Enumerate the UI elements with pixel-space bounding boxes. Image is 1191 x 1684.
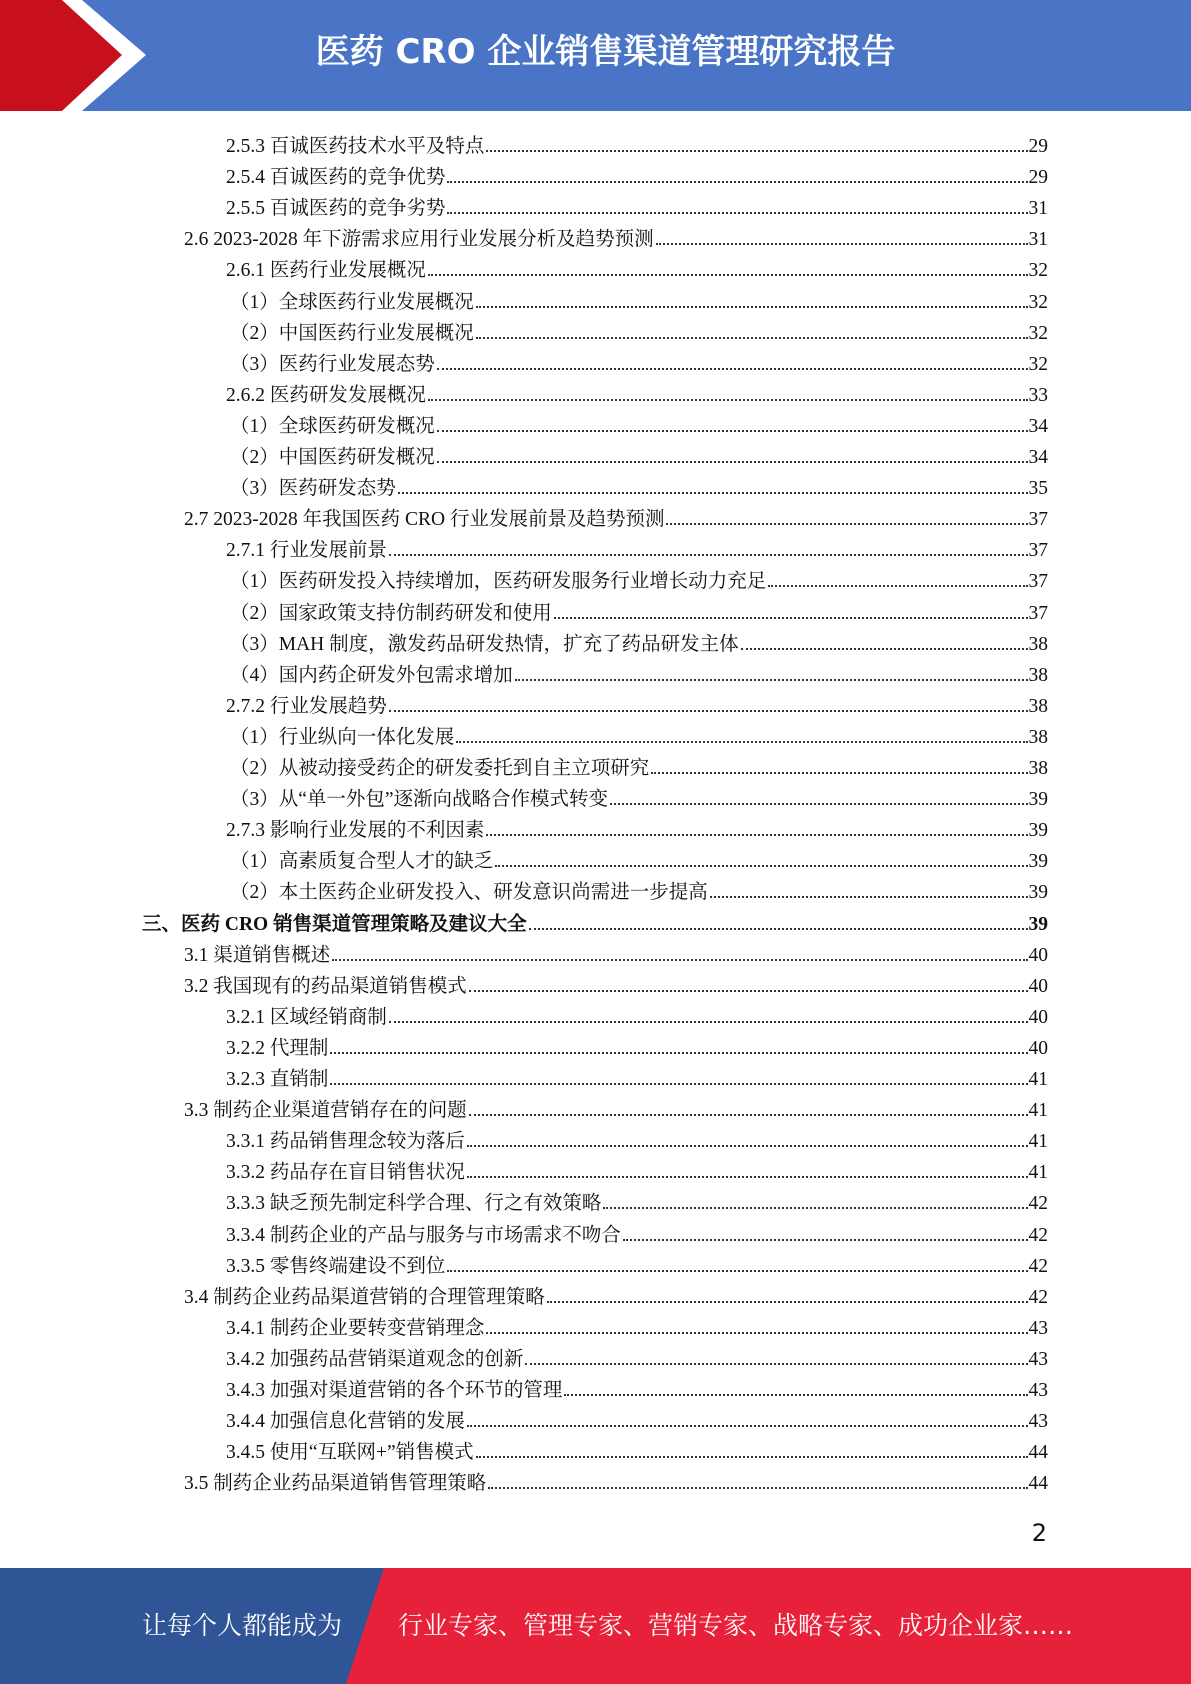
toc-entry-page: 42: [1028, 1255, 1048, 1277]
toc-entry[interactable]: [226, 998, 1048, 1029]
toc-entry[interactable]: [230, 314, 1048, 345]
toc-dot-leader: [651, 771, 1027, 774]
toc-dot-leader: [428, 273, 1028, 276]
toc-entry[interactable]: [226, 531, 1048, 562]
toc-dot-leader: [610, 802, 1027, 805]
toc-entry-page: 40: [1028, 944, 1048, 966]
toc-entry[interactable]: [226, 1060, 1048, 1091]
toc-dot-leader: [564, 1393, 1027, 1396]
toc-entry-label: （1）医药研发投入持续增加，医药研发服务行业增长动力充足: [230, 571, 767, 593]
toc-dot-leader: [447, 1269, 1027, 1272]
toc-entry[interactable]: [230, 469, 1048, 500]
toc-entry[interactable]: [230, 594, 1048, 625]
toc-entry-page: 44: [1028, 1442, 1048, 1464]
toc-entry-page: 38: [1028, 633, 1048, 655]
page-header: [0, 0, 1191, 111]
toc-entry-label: 2.6.2 医药研发发展概况: [226, 384, 426, 406]
toc-entry-label: 3.4.5 使用“互联网+”销售模式: [226, 1442, 474, 1464]
toc-entry-page: 43: [1028, 1348, 1048, 1370]
toc-dot-leader: [469, 989, 1028, 992]
toc-entry[interactable]: [230, 438, 1048, 469]
toc-entry-label: 3.3.3 缺乏预先制定科学合理、行之有效策略: [226, 1193, 602, 1215]
toc-entry-label: （2）本土医药企业研发投入、研发意识尚需进一步提高: [230, 882, 708, 904]
toc-entry-page: 35: [1028, 478, 1048, 500]
toc-dot-leader: [389, 1020, 1028, 1023]
toc-dot-leader: [469, 1113, 1028, 1116]
toc-entry-page: 31: [1028, 198, 1048, 220]
toc-entry-page: 40: [1028, 1037, 1048, 1059]
toc-dot-leader: [476, 1455, 1028, 1458]
toc-entry-page: 40: [1028, 975, 1048, 997]
toc-entry[interactable]: [230, 749, 1048, 780]
toc-dot-leader: [330, 1051, 1027, 1054]
toc-entry[interactable]: [226, 1371, 1048, 1402]
toc-dot-leader: [547, 1300, 1028, 1303]
toc-entry-page: 44: [1028, 1473, 1048, 1495]
toc-entry[interactable]: [230, 407, 1048, 438]
toc-entry-page: 32: [1028, 353, 1048, 375]
toc-entry-page: 34: [1028, 415, 1048, 437]
toc-dot-leader: [447, 211, 1027, 214]
toc-entry-label: 3.3.1 药品销售理念较为落后: [226, 1131, 465, 1153]
toc-dot-leader: [398, 491, 1028, 494]
toc-entry-page: 29: [1028, 136, 1048, 157]
toc-dot-leader: [488, 1486, 1027, 1489]
toc-dot-leader: [666, 522, 1027, 525]
toc-entry-page: 38: [1028, 726, 1048, 748]
toc-entry-page: 43: [1028, 1380, 1048, 1401]
toc-entry-label: 三、医药 CRO 销售渠道管理策略及建议大全: [142, 913, 527, 935]
toc-entry-page: 37: [1028, 571, 1048, 593]
toc-entry-label: （3）从“单一外包”逐渐向战略合作模式转变: [230, 789, 609, 811]
toc-entry-label: 3.4.3 加强对渠道营销的各个环节的管理: [226, 1380, 563, 1401]
toc-entry[interactable]: [226, 376, 1048, 407]
toc-entry-label: 3.4.1 制药企业要转变营销理念: [226, 1317, 485, 1339]
toc-entry-page: 41: [1028, 1162, 1048, 1184]
toc-entry[interactable]: [226, 127, 1048, 158]
toc-entry-label: （1）高素质复合型人才的缺乏: [230, 851, 494, 873]
toc-dot-leader: [486, 149, 1027, 152]
toc-dot-leader: [437, 367, 1028, 370]
toc-entry-label: 3.3 制药企业渠道营销存在的问题: [184, 1100, 467, 1122]
toc-entry[interactable]: [230, 562, 1048, 593]
toc-dot-leader: [389, 709, 1028, 712]
toc-entry[interactable]: [226, 1247, 1048, 1278]
toc-entry-label: （2）从被动接受药企的研发委托到自主立项研究: [230, 758, 650, 779]
toc-entry[interactable]: [226, 251, 1048, 282]
toc-entry[interactable]: [226, 687, 1048, 718]
toc-dot-leader: [554, 616, 1028, 619]
toc-dot-leader: [467, 1175, 1028, 1178]
toc-entry-label: 2.7 2023-2028 年我国医药 CRO 行业发展前景及趋势预测: [184, 509, 665, 531]
page-footer: [0, 1568, 1191, 1684]
toc-dot-leader: [515, 678, 1028, 681]
toc-entry[interactable]: [184, 1091, 1048, 1122]
toc-entry-page: 37: [1028, 509, 1048, 531]
toc-entry-page: 39: [1028, 913, 1048, 935]
toc-entry-label: 3.2 我国现有的药品渠道销售模式: [184, 975, 467, 997]
toc-entry-label: （4）国内药企研发外包需求增加: [230, 664, 513, 686]
toc-entry-page: 37: [1028, 602, 1048, 624]
toc-entry-label: （1）全球医药研发概况: [230, 415, 435, 437]
toc-entry-page: 43: [1028, 1317, 1048, 1339]
toc-dot-leader: [467, 1144, 1028, 1147]
toc-entry[interactable]: [230, 625, 1048, 656]
toc-dot-leader: [486, 833, 1027, 836]
toc-dot-leader: [603, 1206, 1027, 1209]
toc-entry[interactable]: [184, 1278, 1048, 1309]
toc-entry-page: 29: [1028, 167, 1048, 189]
toc-dot-leader: [476, 305, 1028, 308]
toc-entry-label: 3.4.2 加强药品营销渠道观念的创新: [226, 1348, 524, 1370]
toc-entry-page: 33: [1028, 384, 1048, 406]
header-title: 医药 CRO 企业销售渠道管理研究报告: [315, 32, 896, 72]
toc-dot-leader: [330, 1082, 1027, 1085]
toc-entry-label: （3）医药研发态势: [230, 478, 396, 500]
toc-entry-label: 2.7.1 行业发展前景: [226, 540, 387, 562]
toc-entry[interactable]: [230, 718, 1048, 749]
toc-entry[interactable]: [226, 158, 1048, 189]
toc-entry-label: 3.3.2 药品存在盲目销售状况: [226, 1162, 465, 1184]
toc-entry[interactable]: [184, 1464, 1048, 1495]
toc-entry-page: 38: [1028, 664, 1048, 686]
toc-entry-label: （3）MAH 制度，激发药品研发热情，扩充了药品研发主体: [230, 633, 739, 655]
toc-dot-leader: [476, 336, 1028, 339]
toc-entry[interactable]: [226, 1216, 1048, 1247]
toc-entry-label: 2.5.5 百诚医药的竞争劣势: [226, 198, 446, 220]
toc-entry-label: 3.1 渠道销售概述: [184, 944, 331, 966]
toc-dot-leader: [389, 553, 1028, 556]
toc-entry-page: 38: [1028, 695, 1048, 717]
toc-entry-label: （2）中国医药研发概况: [230, 447, 435, 468]
toc-entry[interactable]: [230, 842, 1048, 873]
toc-entry-label: （3）医药行业发展态势: [230, 353, 435, 375]
toc-entry[interactable]: [184, 500, 1048, 531]
toc-entry-label: 3.4 制药企业药品渠道营销的合理管理策略: [184, 1286, 545, 1308]
toc-entry-label: 3.5 制药企业药品渠道销售管理策略: [184, 1473, 487, 1495]
toc-dot-leader: [428, 398, 1028, 401]
toc-entry[interactable]: [230, 873, 1048, 904]
toc-entry-page: 39: [1028, 789, 1048, 811]
toc-entry[interactable]: [226, 1184, 1048, 1215]
toc-entry-page: 38: [1028, 758, 1048, 779]
toc-entry-page: 37: [1028, 540, 1048, 562]
toc-entry[interactable]: [226, 1340, 1048, 1371]
toc-dot-leader: [467, 1424, 1028, 1427]
toc-entry[interactable]: [226, 1153, 1048, 1184]
toc-entry[interactable]: [230, 656, 1048, 687]
toc-entry[interactable]: [184, 967, 1048, 998]
toc-dot-leader: [447, 180, 1027, 183]
toc-entry[interactable]: [226, 189, 1048, 220]
toc-entry-page: 39: [1028, 882, 1048, 904]
toc-entry-page: 32: [1028, 291, 1048, 313]
toc-entry[interactable]: [226, 1402, 1048, 1433]
toc-entry-page: 41: [1028, 1131, 1048, 1153]
toc-entry[interactable]: [230, 283, 1048, 314]
toc-entry[interactable]: [184, 220, 1048, 251]
toc-entry[interactable]: [226, 1309, 1048, 1340]
footer-slogan-right: 行业专家、管理专家、营销专家、战略专家、成功企业家……: [398, 1611, 1074, 1640]
toc-entry-label: （1）行业纵向一体化发展: [230, 726, 455, 748]
toc-entry-page: 34: [1028, 447, 1048, 468]
toc-entry-label: （2）国家政策支持仿制药研发和使用: [230, 602, 552, 624]
toc-entry-page: 41: [1028, 1100, 1048, 1122]
toc-entry-page: 32: [1028, 260, 1048, 282]
toc-dot-leader: [768, 584, 1027, 587]
toc-dot-leader: [656, 242, 1028, 245]
toc-entry-label: 3.3.5 零售终端建设不到位: [226, 1255, 446, 1277]
toc-dot-leader: [525, 1362, 1027, 1365]
toc-dot-leader: [495, 864, 1027, 867]
toc-dot-leader: [437, 460, 1028, 463]
toc-entry-label: 2.6.1 医药行业发展概况: [226, 260, 426, 282]
toc-entry-page: 39: [1028, 820, 1048, 842]
toc-entry[interactable]: [226, 1029, 1048, 1060]
toc-entry-label: 3.2.2 代理制: [226, 1037, 329, 1059]
page-number: 2: [1031, 1519, 1047, 1547]
toc-dot-leader: [710, 895, 1028, 898]
toc-entry-label: （1）全球医药行业发展概况: [230, 291, 474, 313]
toc-entry-label: 2.6 2023-2028 年下游需求应用行业发展分析及趋势预测: [184, 229, 654, 251]
toc-entry-page: 32: [1028, 322, 1048, 344]
toc-entry-label: 2.5.4 百诚医药的竞争优势: [226, 167, 446, 189]
toc-entry-label: 3.2.3 直销制: [226, 1069, 329, 1090]
toc-entry-label: 2.7.3 影响行业发展的不利因素: [226, 820, 485, 842]
toc-entry-label: 3.2.1 区域经销商制: [226, 1006, 387, 1028]
toc-entry-label: 3.3.4 制药企业的产品与服务与市场需求不吻合: [226, 1224, 621, 1246]
toc-entry-label: （2）中国医药行业发展概况: [230, 322, 474, 344]
toc-entry[interactable]: [226, 1433, 1048, 1464]
toc-entry-page: 40: [1028, 1006, 1048, 1028]
toc-entry[interactable]: [230, 345, 1048, 376]
toc-dot-leader: [623, 1238, 1028, 1241]
toc-dot-leader: [741, 647, 1028, 650]
toc-dot-leader: [486, 1331, 1027, 1334]
toc-entry-page: 41: [1028, 1069, 1048, 1090]
toc-dot-leader: [456, 740, 1027, 743]
toc-entry-label: 2.5.3 百诚医药技术水平及特点: [226, 136, 485, 157]
toc-entry[interactable]: [226, 811, 1048, 842]
toc-entry-page: 42: [1028, 1224, 1048, 1246]
toc-dot-leader: [529, 927, 1028, 930]
toc-entry[interactable]: [184, 936, 1048, 967]
toc-dot-leader: [437, 429, 1028, 432]
toc-entry-page: 42: [1028, 1193, 1048, 1215]
toc-dot-leader: [332, 958, 1027, 961]
toc-entry[interactable]: [142, 905, 1048, 936]
toc-entry-page: 43: [1028, 1411, 1048, 1433]
toc-entry-label: 3.4.4 加强信息化营销的发展: [226, 1411, 465, 1433]
toc-entry[interactable]: [226, 1122, 1048, 1153]
toc-entry-page: 39: [1028, 851, 1048, 873]
footer-slogan-left: 让每个人都能成为: [142, 1611, 343, 1640]
toc-entry-page: 42: [1028, 1286, 1048, 1308]
toc-entry-label: 2.7.2 行业发展趋势: [226, 695, 387, 717]
toc-entry[interactable]: [230, 780, 1048, 811]
toc-entry-page: 31: [1028, 229, 1048, 251]
